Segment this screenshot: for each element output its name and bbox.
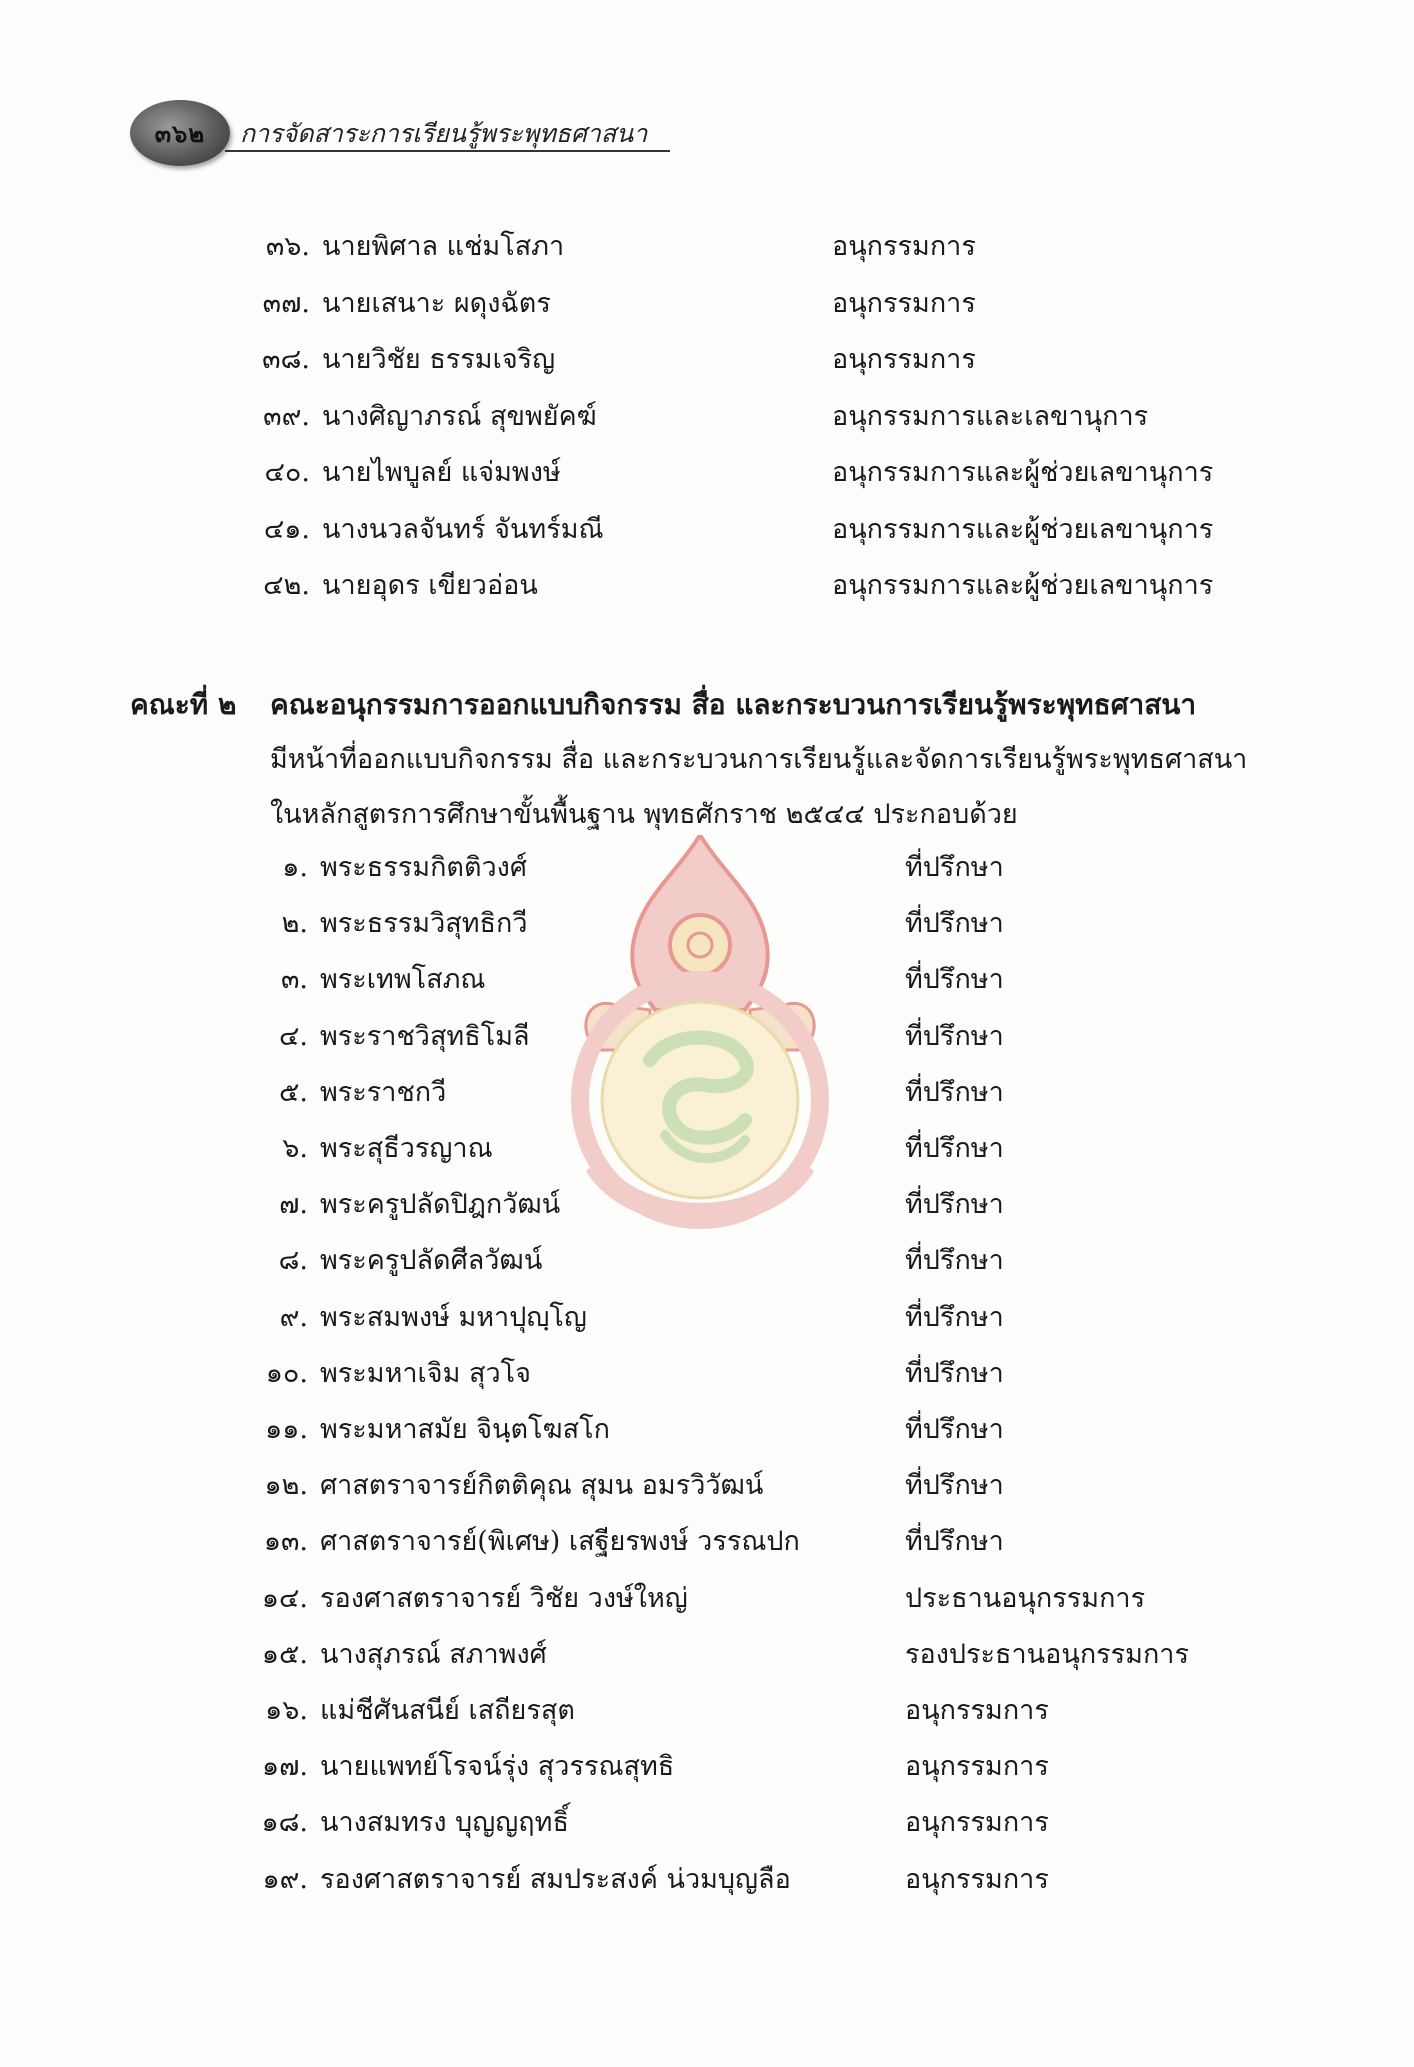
list-item-role: รองประธานอนุกรรมการ (905, 1638, 1189, 1670)
section-label: คณะที่ ๒ (130, 688, 237, 721)
list-item-name: นางสมทรง บุญญฤทธิ์ (320, 1807, 569, 1839)
list-item-number: ๙. (279, 1301, 308, 1333)
list-item-number: ๔๒. (263, 570, 310, 601)
page-header (130, 100, 670, 170)
list-item-role: อนุกรรมการและเลขานุการ (832, 400, 1149, 432)
list-item-role: อนุกรรมการ (832, 231, 976, 262)
list-item-number: ๓๖. (265, 231, 310, 262)
list-item-role: ที่ปรึกษา (905, 1245, 1004, 1277)
list-item-number: ๕. (278, 1076, 308, 1108)
list-item-role: อนุกรรมการ (832, 344, 976, 375)
list-item-number: ๑๑. (265, 1414, 308, 1445)
list-item-name: พระสมพงษ์ มหาปุญฺโญ (320, 1301, 587, 1333)
list-item-number: ๖. (282, 1133, 308, 1164)
list-item-number: ๓. (280, 964, 308, 996)
list-item-number: ๑. (282, 852, 308, 883)
list-item-name: นายพิศาล แช่มโสภา (322, 231, 565, 262)
list-item-name: พระครูปลัดปิฎกวัฒน์ (320, 1189, 561, 1221)
list-item-number: ๗. (279, 1189, 308, 1221)
list-item-role: อนุกรรมการ (905, 1807, 1049, 1839)
list-item-number: ๑๒. (264, 1470, 308, 1502)
list-item-number: ๓๗. (262, 287, 310, 319)
list-item-name: นายแพทย์โรจน์รุ่ง สุวรรณสุทธิ (320, 1751, 675, 1783)
list-item-role: อนุกรรมการ (905, 1695, 1049, 1726)
list-item-number: ๑๘. (261, 1807, 308, 1839)
list-item-role: ที่ปรึกษา (905, 908, 1004, 940)
list-item-name: พระสุธีวรญาณ (320, 1133, 493, 1164)
list-item-role: ที่ปรึกษา (905, 964, 1004, 996)
list-item-number: ๓๙. (263, 400, 310, 432)
list-item-number: ๔. (278, 1020, 308, 1052)
list-item-name: นางศิญาภรณ์ สุขพยัคฆ์ (322, 400, 597, 432)
list-item-role: ที่ปรึกษา (905, 1301, 1004, 1333)
page-number: ๓๖๒ (154, 118, 206, 148)
list-item-name: นางนวลจันทร์ จันทร์มณี (322, 513, 604, 545)
list-item-number: ๑๙. (262, 1863, 308, 1895)
list-item-name: รองศาสตราจารย์ สมประสงค์ น่วมบุญลือ (320, 1863, 791, 1895)
list-item-name: แม่ชีศันสนีย์ เสถียรสุต (320, 1695, 575, 1726)
list-item-name: นายอุดร เขียวอ่อน (322, 570, 538, 601)
list-item-number: ๔๐. (264, 457, 310, 488)
list-item-name: พระครูปลัดศีลวัฒน์ (320, 1245, 543, 1277)
list-item-name: พระมหาสมัย จินฺตโฆสโก (320, 1414, 610, 1445)
list-item-name: พระเทพโสภณ (320, 964, 486, 996)
list-item-role: ที่ปรึกษา (905, 852, 1004, 883)
list-item-role: ที่ปรึกษา (905, 1133, 1004, 1164)
list-item-name: ศาสตราจารย์(พิเศษ) เสฐียรพงษ์ วรรณปก (320, 1526, 800, 1558)
list-item-number: ๘. (278, 1245, 308, 1277)
list-item-role: อนุกรรมการ (832, 287, 976, 319)
list-item-number: ๑๖. (265, 1695, 308, 1726)
list-item-role: ที่ปรึกษา (905, 1470, 1004, 1502)
running-title: การจัดสาระการเรียนรู้พระพุทธศาสนา (240, 119, 648, 148)
list-item-name: พระราชวิสุทธิโมลี (320, 1020, 530, 1052)
section-description-line2: ในหลักสูตรการศึกษาขั้นพื้นฐาน พุทธศักราช ๒๕๔๔ ประกอบด้วย (270, 799, 1018, 830)
list-item-name: นายไพบูลย์ แจ่มพงษ์ (322, 457, 561, 488)
list-item-name: นายวิชัย ธรรมเจริญ (322, 344, 556, 375)
list-item-role: อนุกรรมการและผู้ช่วยเลขานุการ (832, 570, 1214, 601)
list-item-number: ๒. (281, 908, 308, 940)
list-item-role: ที่ปรึกษา (905, 1076, 1004, 1108)
list-item-role: ที่ปรึกษา (905, 1526, 1004, 1558)
list-item-name: พระธรรมวิสุทธิกวี (320, 908, 528, 940)
list-item-role: ประธานอนุกรรมการ (905, 1582, 1146, 1614)
list-item-number: ๑๔. (261, 1582, 308, 1614)
list-item-name: นายเสนาะ ผดุงฉัตร (322, 287, 551, 319)
section-title: คณะอนุกรรมการออกแบบกิจกรรม สื่อ และกระบวนการเรียนรู้พระพุทธศาสนา (270, 688, 1197, 721)
list-item-name: พระมหาเจิม สุวโจ (320, 1357, 531, 1389)
list-item-role: ที่ปรึกษา (905, 1357, 1004, 1389)
list-item-name: นางสุภรณ์ สภาพงศ์ (320, 1638, 547, 1670)
list-item-name: ศาสตราจารย์กิตติคุณ สุมน อมรวิวัฒน์ (320, 1470, 764, 1502)
section-description-line1: มีหน้าที่ออกแบบกิจกรรม สื่อ และกระบวนการเรียนรู้และจัดการเรียนรู้พระพุทธศาสนา (270, 744, 1248, 775)
list-item-role: อนุกรรมการ (905, 1751, 1049, 1783)
list-item-role: อนุกรรมการ (905, 1863, 1049, 1895)
list-item-name: รองศาสตราจารย์ วิชัย วงษ์ใหญ่ (320, 1582, 688, 1614)
list-item-role: ที่ปรึกษา (905, 1189, 1004, 1221)
header-divider (225, 150, 670, 152)
list-item-number: ๔๑. (263, 513, 310, 545)
ministry-emblem-icon (555, 835, 845, 1235)
list-item-number: ๓๘. (262, 344, 310, 375)
page-number-badge (130, 100, 230, 166)
list-item-role: ที่ปรึกษา (905, 1020, 1004, 1052)
list-item-number: ๑๐. (265, 1357, 308, 1389)
list-item-role: ที่ปรึกษา (905, 1414, 1004, 1445)
list-item-name: พระธรรมกิตติวงศ์ (320, 852, 527, 883)
list-item-role: อนุกรรมการและผู้ช่วยเลขานุการ (832, 457, 1214, 488)
list-item-role: อนุกรรมการและผู้ช่วยเลขานุการ (832, 513, 1214, 545)
list-item-number: ๑๗. (261, 1751, 308, 1783)
list-item-name: พระราชกวี (320, 1076, 447, 1108)
list-item-number: ๑๓. (263, 1526, 308, 1558)
list-item-number: ๑๕. (261, 1638, 308, 1670)
